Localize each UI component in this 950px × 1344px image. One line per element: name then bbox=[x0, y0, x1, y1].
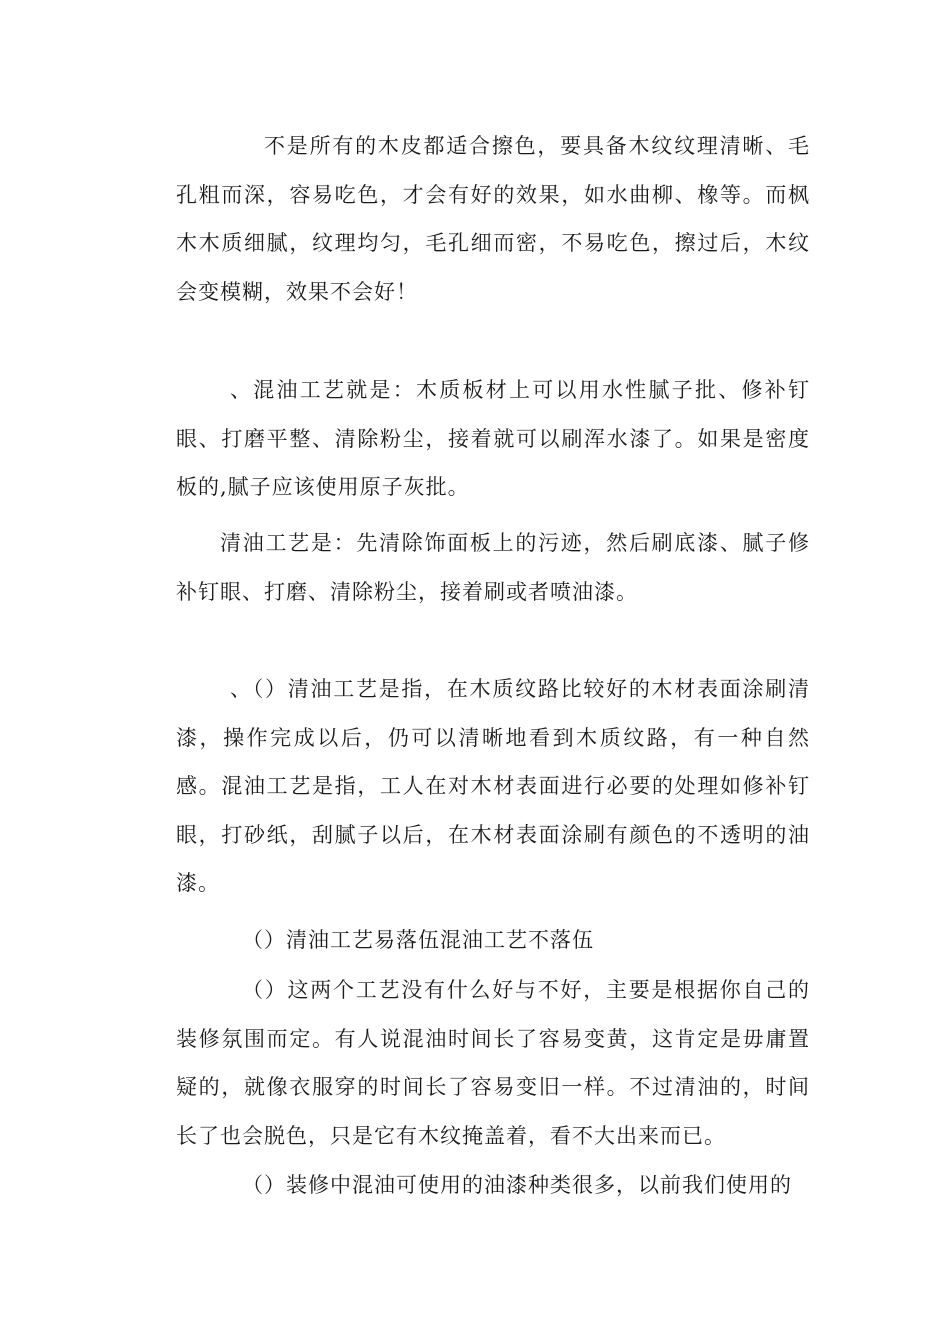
paragraph-paint-types: （）装修中混油可使用的油漆种类很多，以前我们使用的 bbox=[242, 1173, 792, 1197]
paragraph-process-choice: （）这两个工艺没有什么好与不好，主要是根据你自己的装修氛围而定。有人说混油时间长了容易变黄，这肯定是毋庸置疑的，就像衣服穿的时间长了容易变旧一样。不过清油的，时间长了也会脱色，只是它有木纹掩盖着，看不大出来而已。 bbox=[176, 978, 810, 1148]
paragraph-mixed-oil-process: 、混油工艺就是：木质板材上可以用水性腻子批、修补钉眼、打磨平整、清除粉尘，接着就可以刷浑水漆了。如果是密度板的,腻子应该使用原子灰批。 bbox=[176, 378, 810, 499]
paragraph-outdated-comparison: （）清油工艺易落伍混油工艺不落伍 bbox=[242, 928, 594, 952]
paragraph-clear-vs-mixed-definition: 、（）清油工艺是指，在木质纹路比较好的木材表面涂刷清漆，操作完成以后，仍可以清晰地看到木质纹路，有一种自然感。混油工艺是指，工人在对木材表面进行必要的处理如修补钉眼，打砂纸，刮腻子以后，在木材表面涂刷有颜色的不透明的油漆。 bbox=[176, 677, 810, 895]
paragraph-wood-veneer-staining: 不是所有的木皮都适合擦色，要具备木纹纹理清晰、毛孔粗而深，容易吃色，才会有好的效果，如水曲柳、橡等。而枫木木质细腻，纹理均匀，毛孔细而密，不易吃色，擦过后，木纹会变模糊，效果不会好！ bbox=[176, 134, 810, 304]
paragraph-clear-oil-process: 清油工艺是：先清除饰面板上的污迹，然后刷底漆、腻子修补钉眼、打磨、清除粉尘，接着刷或者喷油漆。 bbox=[176, 531, 810, 604]
